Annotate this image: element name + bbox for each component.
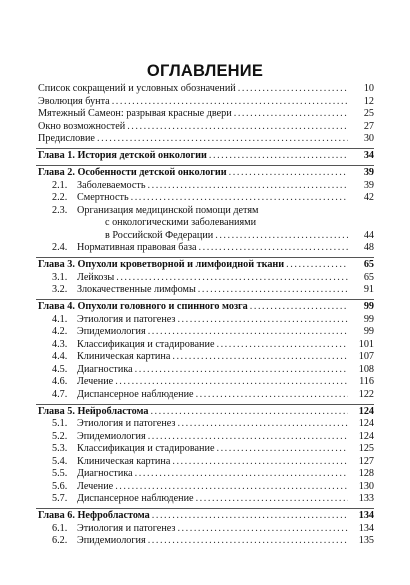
toc-entry-row[interactable] bbox=[0, 351, 410, 364]
toc-entry-text: Эпидемиология bbox=[77, 430, 146, 442]
toc-leader-dots bbox=[229, 167, 348, 180]
toc-entry-label bbox=[105, 230, 348, 243]
toc-entry-row[interactable] bbox=[0, 431, 410, 444]
page-title: ОГЛАВЛЕНИЕ bbox=[146, 62, 264, 80]
toc-chapter-row[interactable] bbox=[0, 150, 410, 163]
toc-page-number: 12 bbox=[363, 95, 374, 107]
toc-entry-text: Глава 3. Опухоли кроветворной и лимфоидной ткани bbox=[38, 259, 285, 270]
toc-page-number: 135 bbox=[358, 535, 374, 546]
toc-page-number: 65 bbox=[363, 259, 374, 270]
toc-entry-row[interactable] bbox=[0, 180, 410, 193]
toc-chapter-row[interactable] bbox=[0, 510, 410, 523]
toc-entry-row[interactable] bbox=[0, 456, 410, 469]
toc-page-number: 30 bbox=[363, 133, 374, 144]
chapter-divider bbox=[36, 508, 374, 509]
toc-entry-text: Клиническая картина bbox=[77, 455, 171, 467]
toc-entry-label bbox=[77, 284, 348, 297]
toc-section-number: 5.4. bbox=[52, 455, 68, 467]
toc-entry-text: Список сокращений и условных обозначений bbox=[38, 83, 236, 94]
toc-entry-row[interactable] bbox=[0, 376, 410, 389]
toc-section-number: 5.5. bbox=[52, 468, 68, 479]
toc-chapter-row[interactable] bbox=[0, 301, 410, 314]
toc-entry-label bbox=[77, 242, 348, 255]
toc-leader-dots bbox=[115, 376, 348, 389]
toc-entry-label bbox=[38, 133, 348, 146]
chapter-divider bbox=[36, 299, 374, 300]
toc-entry-text: Предисловие bbox=[38, 133, 95, 144]
toc-entry-label bbox=[77, 314, 348, 327]
toc-entry-row[interactable] bbox=[0, 192, 410, 205]
toc-entry-label bbox=[77, 535, 348, 548]
toc-entry-label bbox=[77, 339, 348, 352]
toc-section-number: 5.3. bbox=[52, 443, 68, 454]
toc-entry-text: Классификация и стадирование bbox=[77, 338, 215, 350]
toc-page-number: 122 bbox=[358, 388, 374, 400]
toc-section-number: 3.2. bbox=[52, 284, 68, 295]
toc-entry-text: Эпидемиология bbox=[77, 535, 146, 546]
toc-section-number: 5.2. bbox=[52, 430, 68, 442]
toc-page-number: 48 bbox=[363, 242, 374, 253]
toc-leader-dots bbox=[116, 272, 348, 285]
toc-entry-row[interactable] bbox=[0, 523, 410, 536]
toc-page-number: 25 bbox=[363, 108, 374, 119]
toc-leader-dots bbox=[216, 443, 348, 456]
toc-entry-row[interactable] bbox=[0, 389, 410, 402]
toc-leader-dots bbox=[196, 389, 348, 402]
toc-leader-dots bbox=[150, 406, 348, 419]
toc-entry-text: Диагностика bbox=[77, 363, 133, 375]
toc-leader-dots bbox=[209, 150, 348, 163]
toc-entry-text: Этиология и патогенез bbox=[77, 522, 176, 534]
toc-page-number: 99 bbox=[363, 313, 374, 325]
toc-leader-dots bbox=[199, 242, 348, 255]
toc-chapter-row[interactable] bbox=[0, 406, 410, 419]
toc-page-number: 39 bbox=[363, 167, 374, 178]
toc-leader-dots bbox=[234, 108, 348, 121]
toc-leader-dots bbox=[177, 523, 348, 536]
toc-entry-text: Лечение bbox=[77, 376, 114, 387]
toc-entry-label bbox=[77, 418, 348, 431]
toc-leader-dots bbox=[196, 493, 348, 506]
toc-entry-label bbox=[38, 406, 348, 419]
toc-entry-label bbox=[77, 431, 348, 444]
toc-entry-label bbox=[77, 376, 348, 389]
toc-entry-row[interactable] bbox=[0, 83, 410, 96]
toc-entry-text: Классификация и стадирование bbox=[77, 443, 215, 454]
toc-entry-text: Злокачественные лимфомы bbox=[77, 284, 196, 295]
toc-entry-text: Этиология и патогенез bbox=[77, 313, 176, 325]
toc-leader-dots bbox=[148, 431, 348, 444]
toc-page-number: 128 bbox=[358, 468, 374, 479]
toc-section-number: 4.4. bbox=[52, 351, 68, 362]
toc-entry-text: Диагностика bbox=[77, 468, 133, 479]
toc-entry-label bbox=[77, 272, 348, 285]
toc-entry-label bbox=[38, 301, 348, 314]
toc-entry-text: Диспансерное наблюдение bbox=[77, 388, 194, 400]
toc-leader-dots bbox=[135, 364, 348, 377]
toc-entry-label bbox=[38, 510, 348, 523]
toc-leader-dots bbox=[148, 180, 348, 193]
toc-chapter-row[interactable] bbox=[0, 259, 410, 272]
toc-entry-text: Диспансерное наблюдение bbox=[77, 493, 194, 504]
toc-entry-row[interactable] bbox=[0, 242, 410, 255]
toc-entry-label bbox=[38, 259, 348, 272]
toc-section-number: 5.6. bbox=[52, 480, 68, 492]
toc-page-number: 44 bbox=[363, 229, 374, 241]
toc-entry-label bbox=[38, 121, 348, 134]
toc-entry-text: Мятежный Самеон: разрывая красные двери bbox=[38, 108, 232, 119]
toc-entry-label bbox=[77, 389, 348, 402]
toc-section-number: 4.5. bbox=[52, 363, 68, 375]
toc-leader-dots bbox=[198, 284, 348, 297]
toc-page-number: 124 bbox=[358, 418, 374, 429]
toc-entry-label bbox=[77, 192, 348, 205]
toc-entry-text: Эпидемиология bbox=[77, 326, 146, 337]
toc-section-number: 5.1. bbox=[52, 418, 68, 429]
toc-page-number: 127 bbox=[358, 455, 374, 467]
toc-entry-text: Лейкозы bbox=[77, 271, 115, 283]
toc-section-number: 4.6. bbox=[52, 376, 68, 387]
toc-entry-text: Глава 2. Особенности детской онкологии bbox=[38, 167, 227, 178]
toc-entry-text: с онкологическими заболеваниями bbox=[105, 217, 257, 228]
toc-entry-row[interactable] bbox=[0, 339, 410, 352]
toc-entry-label bbox=[38, 108, 348, 121]
toc-entry-label bbox=[77, 205, 348, 218]
toc-page-number: 108 bbox=[358, 363, 374, 375]
toc-leader-dots bbox=[177, 418, 348, 431]
toc-leader-dots bbox=[115, 481, 348, 494]
toc-entry-row[interactable] bbox=[0, 481, 410, 494]
toc-entry-row[interactable] bbox=[0, 493, 410, 506]
toc-entry-text: Окно возможностей bbox=[38, 120, 126, 132]
toc-page-number: 101 bbox=[358, 338, 374, 350]
toc-leader-dots bbox=[177, 314, 348, 327]
toc-leader-dots bbox=[286, 259, 348, 272]
toc-entry-label bbox=[77, 326, 348, 339]
toc-entry-text: Организация медицинской помощи детям bbox=[77, 204, 259, 216]
toc-leader-dots bbox=[112, 96, 348, 109]
toc-entry-row[interactable] bbox=[0, 468, 410, 481]
toc-entry-text: Глава 1. История детской онкологии bbox=[38, 150, 207, 161]
toc-entry-row[interactable] bbox=[0, 205, 410, 218]
toc-entry-label bbox=[77, 180, 348, 193]
toc-entry-row[interactable] bbox=[0, 535, 410, 548]
toc-section-number: 4.2. bbox=[52, 326, 68, 337]
toc-page-number: 134 bbox=[358, 522, 374, 534]
toc-page-number: 34 bbox=[363, 150, 374, 161]
toc-entry-label bbox=[38, 83, 348, 96]
toc-entry-text: Заболеваемость bbox=[77, 179, 146, 191]
toc-entry-row[interactable] bbox=[0, 326, 410, 339]
toc-entry-text: Нормативная правовая база bbox=[77, 242, 197, 253]
toc-page-number: 124 bbox=[358, 405, 374, 417]
toc-section-number: 6.1. bbox=[52, 522, 68, 534]
toc-leader-dots bbox=[135, 468, 348, 481]
toc-entry-label bbox=[77, 493, 348, 506]
toc-section-number: 6.2. bbox=[52, 535, 68, 546]
toc-leader-dots bbox=[148, 535, 348, 548]
toc-section-number: 4.3. bbox=[52, 338, 68, 350]
toc-page-number: 133 bbox=[358, 493, 374, 504]
toc-entry-row[interactable] bbox=[0, 418, 410, 431]
toc-entry-row[interactable] bbox=[0, 96, 410, 109]
toc-entry-label bbox=[77, 443, 348, 456]
toc-page-number: 134 bbox=[358, 510, 374, 521]
toc-entry-text: Клиническая картина bbox=[77, 351, 171, 362]
toc-entry-row[interactable] bbox=[0, 108, 410, 121]
toc-leader-dots bbox=[216, 339, 348, 352]
toc-entry-label bbox=[105, 217, 348, 230]
toc-section-number: 2.2. bbox=[52, 192, 68, 203]
toc-entry-row[interactable] bbox=[0, 443, 410, 456]
toc-section-number: 2.3. bbox=[52, 204, 68, 216]
toc-leader-dots bbox=[152, 510, 348, 523]
toc-entry-row[interactable] bbox=[0, 284, 410, 297]
toc-page-number: 124 bbox=[358, 430, 374, 442]
toc-page-number: 10 bbox=[363, 83, 374, 94]
toc-page-number: 27 bbox=[363, 120, 374, 132]
toc-chapter-row[interactable] bbox=[0, 167, 410, 180]
toc-leader-dots bbox=[131, 192, 348, 205]
toc-section-number: 2.4. bbox=[52, 242, 68, 253]
toc-entry-row[interactable] bbox=[0, 217, 410, 230]
toc-leader-dots bbox=[238, 83, 348, 96]
toc-leader-dots bbox=[127, 121, 348, 134]
toc-page-number: 130 bbox=[358, 480, 374, 492]
toc-entry-label bbox=[77, 456, 348, 469]
toc-entry-label bbox=[38, 96, 348, 109]
chapter-divider bbox=[36, 404, 374, 405]
toc-entry-text: Глава 6. Нефробластома bbox=[38, 510, 150, 521]
toc-entry-text: Глава 5. Нейробластома bbox=[38, 405, 149, 417]
toc-leader-dots bbox=[250, 301, 348, 314]
toc-entry-row[interactable] bbox=[0, 121, 410, 134]
toc-entry-label bbox=[38, 167, 348, 180]
toc-leader-dots bbox=[172, 456, 348, 469]
toc-leader-dots bbox=[97, 133, 348, 146]
toc-entry-row[interactable] bbox=[0, 364, 410, 377]
toc-entry-label bbox=[77, 351, 348, 364]
toc-page-number: 42 bbox=[363, 192, 374, 203]
toc-entry-label bbox=[77, 468, 348, 481]
toc-entry-text: Эволюция бунта bbox=[38, 95, 110, 107]
toc-leader-dots bbox=[215, 230, 348, 243]
toc-page-number: 99 bbox=[363, 326, 374, 337]
toc-page-number: 116 bbox=[359, 376, 374, 387]
toc-entry-label bbox=[77, 364, 348, 377]
toc-entry-row[interactable] bbox=[0, 314, 410, 327]
toc-section-number: 2.1. bbox=[52, 179, 68, 191]
toc-page-number: 99 bbox=[363, 301, 374, 312]
toc-leader-dots bbox=[148, 326, 348, 339]
toc-entry-text: Смертность bbox=[77, 192, 129, 203]
toc-page-number: 39 bbox=[363, 179, 374, 191]
toc-page-number: 107 bbox=[358, 351, 374, 362]
toc-entry-row[interactable] bbox=[0, 272, 410, 285]
toc-section-number: 4.1. bbox=[52, 313, 68, 325]
toc-entry-label bbox=[77, 523, 348, 536]
toc-entry-label bbox=[77, 481, 348, 494]
toc-leader-dots bbox=[172, 351, 348, 364]
toc-page-number: 65 bbox=[363, 271, 374, 283]
toc-entry-label bbox=[38, 150, 348, 163]
toc-entry-text: Лечение bbox=[77, 480, 114, 492]
toc-page-number: 125 bbox=[358, 443, 374, 454]
toc-entry-row[interactable] bbox=[0, 230, 410, 243]
toc-section-number: 5.7. bbox=[52, 493, 68, 504]
toc-entry-text: Этиология и патогенез bbox=[77, 418, 176, 429]
toc-page-number: 91 bbox=[363, 284, 374, 295]
toc-entry-text: в Российской Федерации bbox=[105, 229, 214, 241]
toc-section-number: 3.1. bbox=[52, 271, 68, 283]
toc-entry-row[interactable] bbox=[0, 133, 410, 146]
toc-section-number: 4.7. bbox=[52, 388, 68, 400]
chapter-divider bbox=[36, 257, 374, 258]
chapter-divider bbox=[36, 165, 374, 166]
chapter-divider bbox=[36, 148, 374, 149]
toc-entry-text: Глава 4. Опухоли головного и спинного мозга bbox=[38, 301, 248, 312]
